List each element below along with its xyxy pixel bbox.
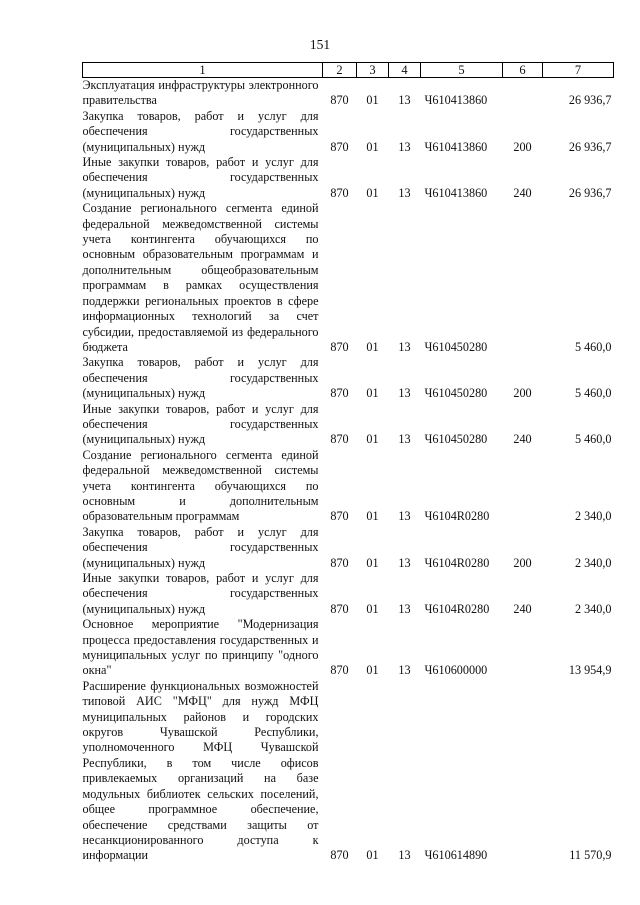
row-amount: 2 340,0 [574,555,612,570]
row-target-article-code: Ч610413860 [424,139,488,154]
row-amount: 13 954,9 [568,663,612,678]
header-cell-6: 6 [503,63,543,78]
row-description: Иные закупки товаров, работ и услуг для обеспечения государственных (муниципальных) нужд [82,571,319,616]
row-amount: 5 460,0 [574,339,612,354]
row-description: Закупка товаров, работ и услуг для обеспечения государственных (муниципальных) нужд [82,524,319,570]
table-row [83,402,614,448]
header-cell-5: 5 [421,63,503,78]
row-expense-type-code: 200 [513,386,532,401]
header-cell-4: 4 [389,63,421,78]
row-expense-type-code: 240 [513,185,532,200]
budget-table [82,62,614,864]
row-amount: 5 460,0 [574,432,612,447]
row-target-article-code: Ч610450280 [424,386,488,401]
row-target-article-code: Ч610450280 [424,339,488,354]
row-admin-code: 870 [330,663,349,678]
row-admin-code: 870 [330,509,349,524]
row-subsection-code: 13 [398,386,411,401]
row-admin-code: 870 [330,386,349,401]
row-description: Закупка товаров, работ и услуг для обеспечения государственных (муниципальных) нужд [82,108,319,154]
row-section-code: 01 [366,509,379,524]
table-row [83,679,614,864]
row-amount: 11 570,9 [569,848,612,863]
row-section-code: 01 [366,139,379,154]
row-target-article-code: Ч610413860 [424,185,488,200]
row-expense-type-code [503,679,543,864]
row-subsection-code: 13 [398,848,411,863]
row-admin-code: 870 [330,848,349,863]
row-section-code: 01 [366,432,379,447]
page-number: 151 [309,37,331,52]
row-admin-code: 870 [330,139,349,154]
row-section-code: 01 [366,386,379,401]
row-expense-type-code [503,448,543,525]
table-row [83,155,614,201]
row-description: Расширение функциональных возможностей типовой АИС "МФЦ" для нужд МФЦ муниципальных районов и городских округов Чувашской Республики, уполномоченного МФЦ Чувашской Республики, в том числе офисов привлекаемых организаций на базе модульных библиотек сельских поселений, общее программное обеспечение, обеспечение средствами защиты от несанкционированного доступа к информации [82,678,319,863]
row-expense-type-code [503,617,543,679]
table-row [83,109,614,155]
table-row [83,355,614,401]
row-section-code: 01 [366,663,379,678]
table-row [83,571,614,617]
row-section-code: 01 [366,185,379,200]
row-amount: 26 936,7 [568,185,612,200]
row-target-article-code: Ч610614890 [424,848,488,863]
row-subsection-code: 13 [398,185,411,200]
row-section-code: 01 [366,339,379,354]
row-description: Закупка товаров, работ и услуг для обеспечения государственных (муниципальных) нужд [82,355,319,401]
row-description: Иные закупки товаров, работ и услуг для обеспечения государственных (муниципальных) нужд [82,401,319,447]
row-expense-type-code: 240 [513,601,532,616]
row-amount: 26 936,7 [568,139,612,154]
table-row [83,525,614,571]
table-row [83,78,614,109]
row-subsection-code: 13 [398,432,411,447]
row-expense-type-code [503,201,543,355]
row-expense-type-code: 200 [513,139,532,154]
table-row [83,617,614,679]
row-admin-code: 870 [330,185,349,200]
row-admin-code: 870 [330,601,349,616]
row-subsection-code: 13 [398,601,411,616]
table-row [83,448,614,525]
row-admin-code: 870 [330,432,349,447]
row-description: Создание регионального сегмента единой федеральной межведомственной системы учета контингента обучающихся по основным и дополнительным образовательным программам [82,447,319,524]
row-target-article-code: Ч6104R0280 [424,509,490,524]
row-section-code: 01 [366,93,379,108]
row-section-code: 01 [366,555,379,570]
row-subsection-code: 13 [398,509,411,524]
row-target-article-code: Ч610450280 [424,432,488,447]
row-admin-code: 870 [330,339,349,354]
header-cell-2: 2 [323,63,357,78]
row-amount: 5 460,0 [574,386,612,401]
row-target-article-code: Ч6104R0280 [424,555,490,570]
header-cell-1: 1 [83,63,323,78]
row-amount: 2 340,0 [574,509,612,524]
row-section-code: 01 [366,848,379,863]
row-subsection-code: 13 [398,93,411,108]
row-expense-type-code [503,78,543,109]
row-description: Иные закупки товаров, работ и услуг для обеспечения государственных (муниципальных) нужд [82,155,319,200]
row-target-article-code: Ч610600000 [424,663,488,678]
row-amount: 26 936,7 [568,93,612,108]
row-target-article-code: Ч6104R0280 [424,601,490,616]
row-admin-code: 870 [330,93,349,108]
row-subsection-code: 13 [398,555,411,570]
row-description: Эксплуатация инфраструктуры электронного правительства [82,78,319,108]
row-admin-code: 870 [330,555,349,570]
row-subsection-code: 13 [398,139,411,154]
row-target-article-code: Ч610413860 [424,93,488,108]
header-cell-7: 7 [543,63,614,78]
row-expense-type-code: 240 [513,432,532,447]
row-subsection-code: 13 [398,663,411,678]
row-section-code: 01 [366,601,379,616]
row-subsection-code: 13 [398,339,411,354]
row-description: Основное мероприятие "Модернизация процесса предоставления государственных и муниципальных услуг по принципу "одного окна" [82,617,319,678]
row-description: Создание регионального сегмента единой федеральной межведомственной системы учета контингента обучающихся по основным образовательным программам и дополнительным общеобразовательным программам в рамках осуществления поддержки региональных проектов в сфере информационных технологий за счет субсидии, предоставляемой из федерального бюджета [82,201,319,354]
table-header-row [83,63,614,78]
table-row [83,201,614,355]
row-expense-type-code: 200 [513,555,532,570]
row-amount: 2 340,0 [574,601,612,616]
header-cell-3: 3 [357,63,389,78]
